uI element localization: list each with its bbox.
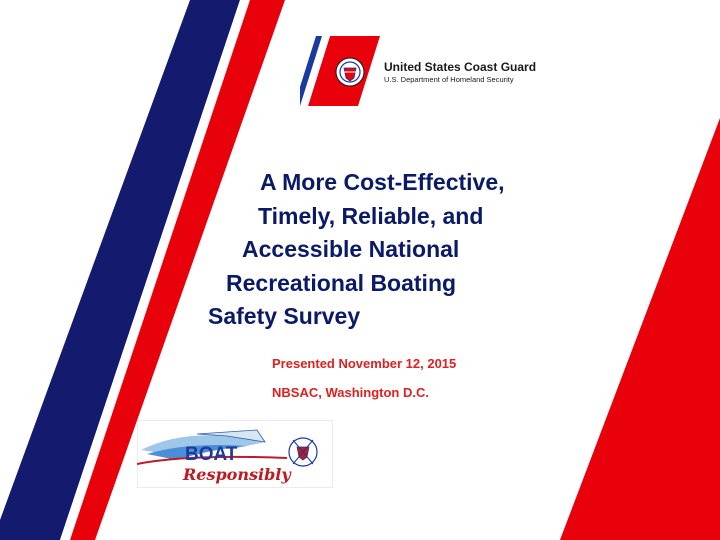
logo-word-boat: BOAT (185, 444, 238, 465)
title-line-5: Safety Survey (208, 303, 361, 329)
uscg-emblem-icon (336, 58, 364, 86)
slide-title (200, 166, 580, 334)
title-line-1: A More Cost-Effective, (260, 169, 505, 195)
org-department: U.S. Department of Homeland Security (384, 75, 514, 84)
org-name: United States Coast Guard (384, 60, 537, 74)
uscg-emblem-small-icon (289, 438, 317, 466)
venue: NBSAC, Washington D.C. (272, 385, 429, 400)
presented-date: Presented November 12, 2015 (272, 356, 457, 371)
title-line-2: Timely, Reliable, and (258, 202, 484, 229)
boat-responsibly-logo (137, 420, 333, 488)
logo-word-responsibly: Responsibly (183, 465, 291, 484)
red-right-panel (560, 118, 720, 540)
title-line-4: Recreational Boating (226, 269, 457, 296)
title-line-3: Accessible National (242, 236, 460, 262)
